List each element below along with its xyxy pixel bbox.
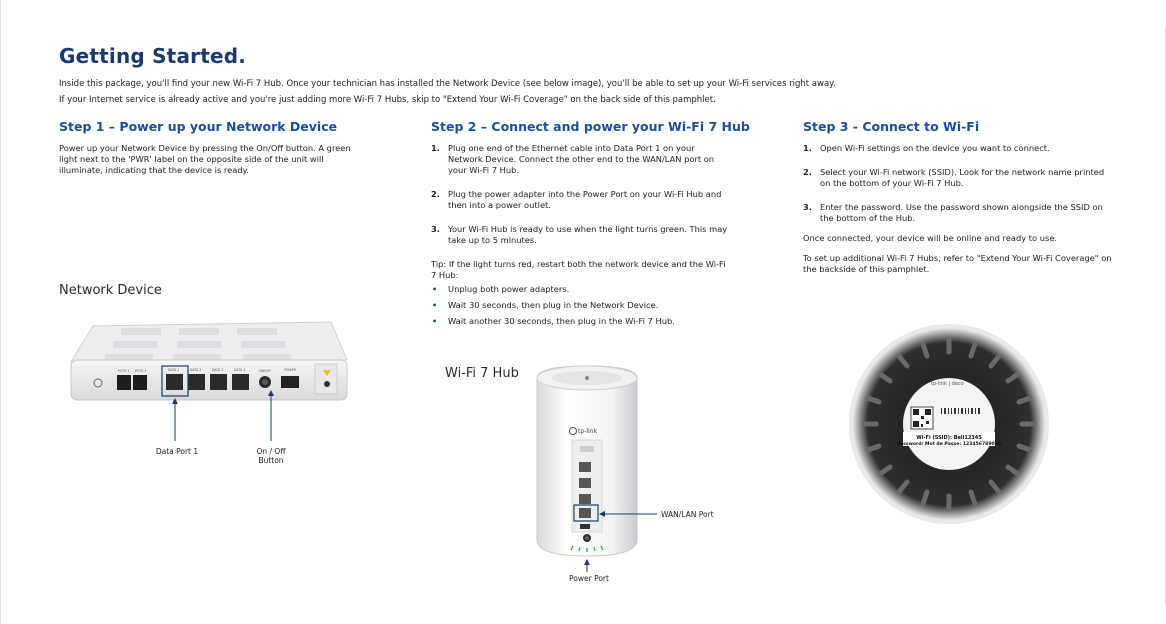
hub-bottom-image: [849, 324, 1049, 524]
item-number: 1.: [803, 143, 812, 153]
intro-line-2: If your Internet service is already active and you're just adding more Wi-Fi 7 Hubs, skip to "Extend Your Wi-Fi Coverage" on the back side of this pamphlet.: [59, 95, 716, 105]
item-text: Plug one end of the Ethernet cable into Data Port 1 on your Network Device. Connect the other end to the WAN/LAN port on your Wi-Fi 7 Hub.: [448, 143, 715, 175]
network-device-heading: Network Device: [59, 283, 162, 298]
step3-after-2: To set up additional Wi-Fi 7 Hubs, refer to "Extend Your Wi-Fi Coverage" on the backside of this pamphlet.: [803, 253, 1112, 274]
intro-line-1: Inside this package, you'll find your new Wi-Fi 7 Hub. Once your technician has installed the Network Device (see below image), you'll be able to set up your Wi-Fi services right away.: [59, 79, 836, 89]
port-label: POTS 1: [118, 369, 130, 373]
step2-heading: Step 2 – Connect and power your Wi-Fi 7 Hub: [431, 119, 750, 134]
ssid-label: Wi-Fi (SSID): Bell12345: [916, 435, 982, 441]
bullet-icon: •: [432, 300, 438, 310]
port-label: POTS 2: [135, 369, 147, 373]
port-label: POWER: [284, 368, 296, 372]
port-label: DATA 2: [190, 368, 202, 372]
item-number: 1.: [431, 143, 440, 153]
bullet-text: Unplug both power adapters.: [448, 284, 570, 294]
on-off-callout-line-2: Button: [258, 456, 284, 465]
item-number: 3.: [803, 202, 812, 212]
page-title: Getting Started.: [59, 44, 247, 68]
port-label: DATA 3: [212, 368, 224, 372]
item-text: Open Wi-Fi settings on the device you want to connect.: [820, 143, 1050, 153]
bullet-text: Wait another 30 seconds, then plug in the Wi-Fi 7 Hub.: [448, 316, 675, 326]
tip-text: Tip: If the light turns red, restart both the network device and the Wi-Fi 7 Hub:: [431, 259, 726, 280]
port-label: DATA 4: [234, 368, 246, 372]
bullet-icon: •: [432, 316, 438, 326]
on-off-callout-line-1: On / Off: [256, 447, 286, 456]
item-text: Plug the power adapter into the Power Port on your Wi-Fi Hub and then into a power outlet.: [448, 189, 722, 210]
port-label: DATA 1: [168, 368, 180, 372]
step3-after-1: Once connected, your device will be online and ready to use.: [803, 233, 1058, 243]
network-device-image: [1, 322, 347, 441]
item-text: Select your Wi-Fi network (SSID). Look for the network name printed on the bottom of your Wi-Fi 7 Hub.: [820, 167, 1105, 188]
device-vents: [105, 328, 291, 360]
data-port-callout: Data Port 1: [155, 447, 199, 456]
item-text: Enter the password. Use the password shown alongside the SSID on the bottom of the Hub.: [820, 202, 1103, 223]
power-port-callout: Power Port: [569, 574, 609, 583]
port-label: ON/OFF: [259, 369, 272, 373]
item-number: 2.: [431, 189, 440, 199]
disc-brand-label: tp-link | deco: [931, 381, 964, 387]
step3-heading: Step 3 - Connect to Wi-Fi: [803, 119, 980, 134]
bullet-text: Wait 30 seconds, then plug in the Network Device.: [448, 300, 659, 310]
hub-heading: Wi-Fi 7 Hub: [445, 366, 519, 381]
on-off-callout: [246, 447, 296, 465]
step1-heading: Step 1 – Power up your Network Device: [59, 119, 338, 134]
item-number: 2.: [803, 167, 812, 177]
item-number: 3.: [431, 224, 440, 234]
bullet-icon: •: [432, 284, 438, 294]
wan-lan-port-callout: WAN/LAN Port: [661, 510, 714, 519]
item-text: Your Wi-Fi Hub is ready to use when the light turns green. This may take up to 5 minutes.: [448, 224, 728, 245]
hub-brand-label: tp-link: [578, 428, 597, 435]
step1-body: Power up your Network Device by pressing the On/Off button. A green light next to the 'PWR' label on the opposite side of the unit will illuminate, indicating that the device is ready.: [59, 143, 351, 175]
password-label: Password/ Mot de Passe: 1234567890ab: [896, 442, 1002, 447]
illustrations: [1, 0, 1166, 624]
wifi-hub-image: [537, 366, 657, 572]
